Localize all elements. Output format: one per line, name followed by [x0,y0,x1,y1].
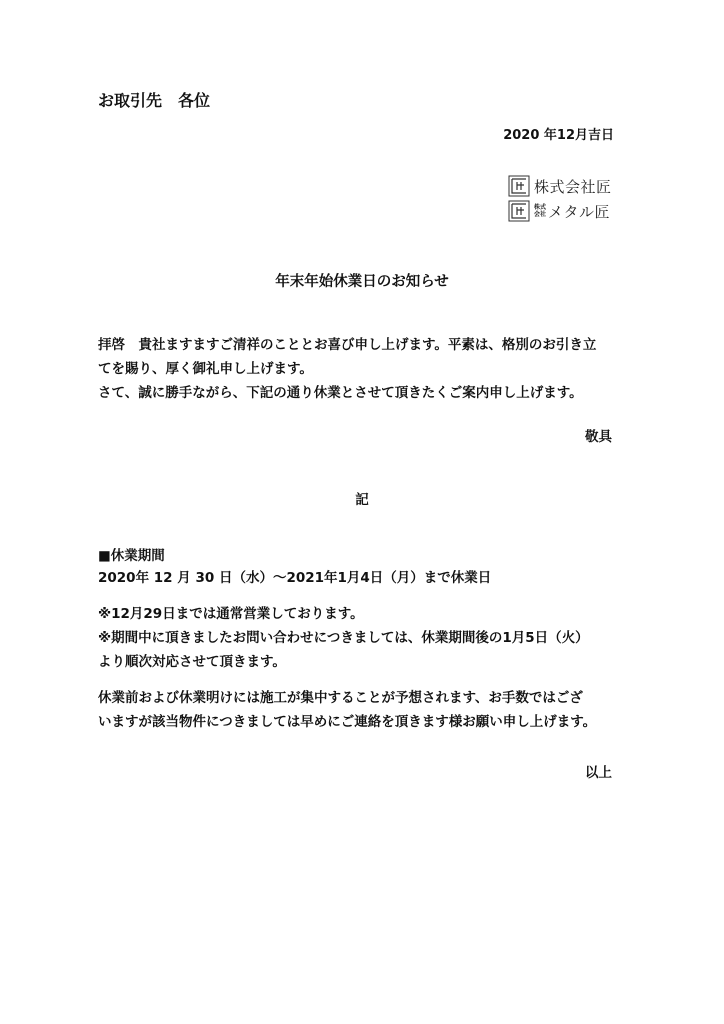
text-line: いますが該当物件につきましては早めにご連絡を頂きます様お願い申し上げます。 [98,714,597,730]
prefix-line: 会社 [534,211,547,218]
company-type-prefix [534,204,546,218]
company-metal-takumi [508,199,610,223]
issue-date: 2020 年12月吉日 [503,128,614,143]
notes-paragraph [98,602,628,674]
addressee: お取引先 各位 [98,91,211,110]
closing-salutation: 敬具 [585,429,612,445]
ijou-end-mark: 以上 [585,765,612,781]
text-line: ※期間中に頂きましたお問い合わせにつきましては、休業期間後の1月5日（火） [98,630,589,646]
company-name: メタル匠 [548,202,611,221]
text-line: てを賜り、厚く御礼申し上げます。 [98,361,313,377]
text-line: ※12月29日までは通常営業しております。 [98,606,364,622]
ki-heading: 記 [355,492,369,508]
takumi-logo-icon [508,175,530,197]
greeting-paragraph [98,333,628,405]
prefix-line: 株式 [534,204,547,211]
company-takumi [508,174,612,198]
notice-title: 年末年始休業日のお知らせ [275,274,449,290]
text-line: 拝啓 貴社ますますご清祥のこととお喜び申し上げます。平素は、格別のお引き立 [98,337,597,353]
text-line: さて、誠に勝手ながら、下記の通り休業とさせて頂きたくご案内申し上げます。 [98,385,583,401]
text-line: より順次対応させて頂きます。 [98,654,286,670]
takumi-logo-icon [508,200,530,222]
company-name: 株式会社匠 [534,177,612,196]
holiday-heading: ■休業期間 [98,548,165,564]
text-line: 休業前および休業明けには施工が集中することが予想されます、お手数ではござ [98,690,583,706]
closing-paragraph [98,686,628,734]
holiday-period: 2020年 12 月 30 日（水）～2021年1月4日（月）まで休業日 [98,570,492,586]
